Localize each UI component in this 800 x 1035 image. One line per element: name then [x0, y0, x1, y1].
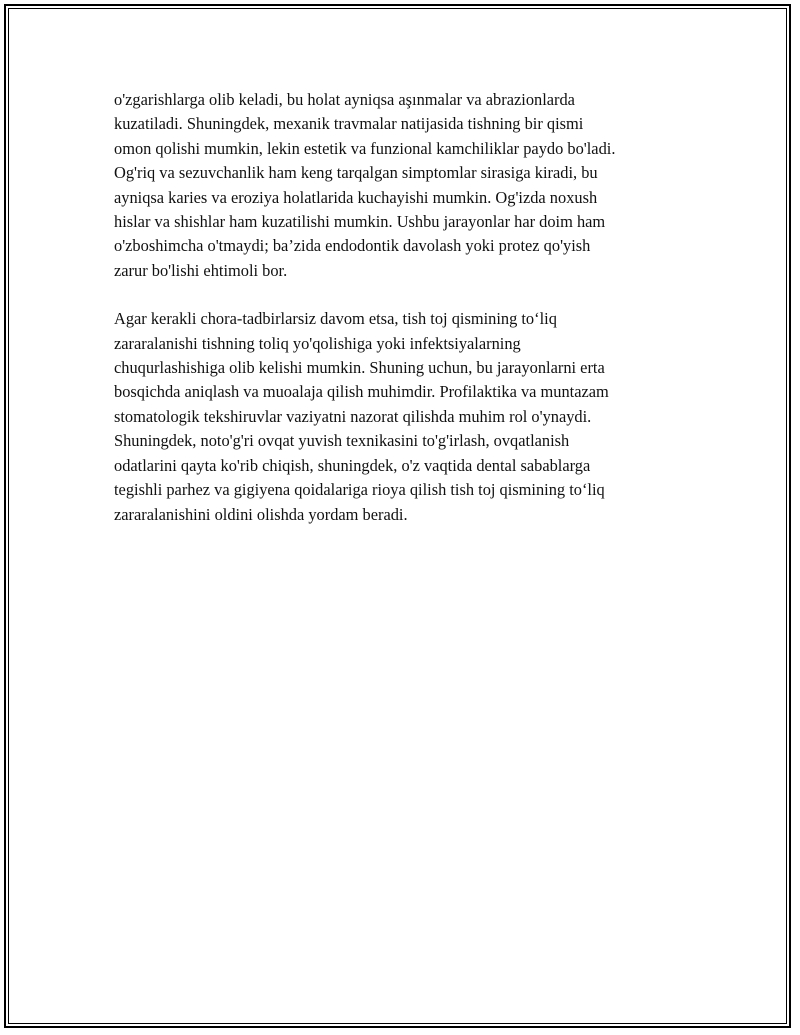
text-line: stomatologik tekshiruvlar vaziyatni nazorat qilishda muhim rol o'ynaydi. — [114, 406, 592, 426]
text-line: ayniqsa karies va eroziya holatlarida kuchayishi mumkin. Og'izda noxush — [114, 187, 598, 207]
paragraph-spacer — [114, 283, 694, 307]
text-line: omon qolishi mumkin, lekin estetik va funzional kamchiliklar paydo bo'ladi. — [114, 138, 616, 158]
text-line: tegishli parhez va gigiyena qoidalariga rioya qilish tish toj qismining to‘liq — [114, 480, 605, 500]
document-body — [114, 88, 694, 527]
text-line: zararalanishini oldini olishda yordam beradi. — [114, 504, 408, 524]
text-line: kuzatiladi. Shuningdek, mexanik travmalar natijasida tishning bir qismi — [114, 114, 584, 134]
text-line: zararalanishi tishning toliq yo'qolishiga yoki infektsiyalarning — [114, 333, 521, 353]
text-line: chuqurlashishiga olib kelishi mumkin. Shuning uchun, bu jarayonlarni erta — [114, 358, 605, 378]
text-line: Og'riq va sezuvchanlik ham keng tarqalgan simptomlar sirasiga kiradi, bu — [114, 163, 598, 183]
text-line: o'zboshimcha o'tmaydi; ba’zida endodontik davolash yoki protez qo'yish — [114, 236, 591, 256]
text-line: o'zgarishlarga olib keladi, bu holat ayniqsa aşınmalar va abrazionlarda — [114, 90, 575, 109]
text-line: hislar va shishlar ham kuzatilishi mumkin. Ushbu jarayonlar har doim ham — [114, 212, 606, 232]
text-line: Shuningdek, noto'g'ri ovqat yuvish texnikasini to'g'irlash, ovqatlanish — [114, 431, 570, 451]
text-line: bosqichda aniqlash va muoalaja qilish muhimdir. Profilaktika va muntazam — [114, 382, 609, 402]
paragraph-2 — [114, 307, 694, 527]
text-line: Agar kerakli chora-tadbirlarsiz davom etsa, tish toj qismining to‘liq — [114, 309, 557, 329]
text-line: zarur bo'lishi ehtimoli bor. — [114, 260, 288, 280]
text-line: odatlarini qayta ko'rib chiqish, shuningdek, o'z vaqtida dental sabablarga — [114, 455, 591, 475]
paragraph-1 — [114, 88, 694, 283]
